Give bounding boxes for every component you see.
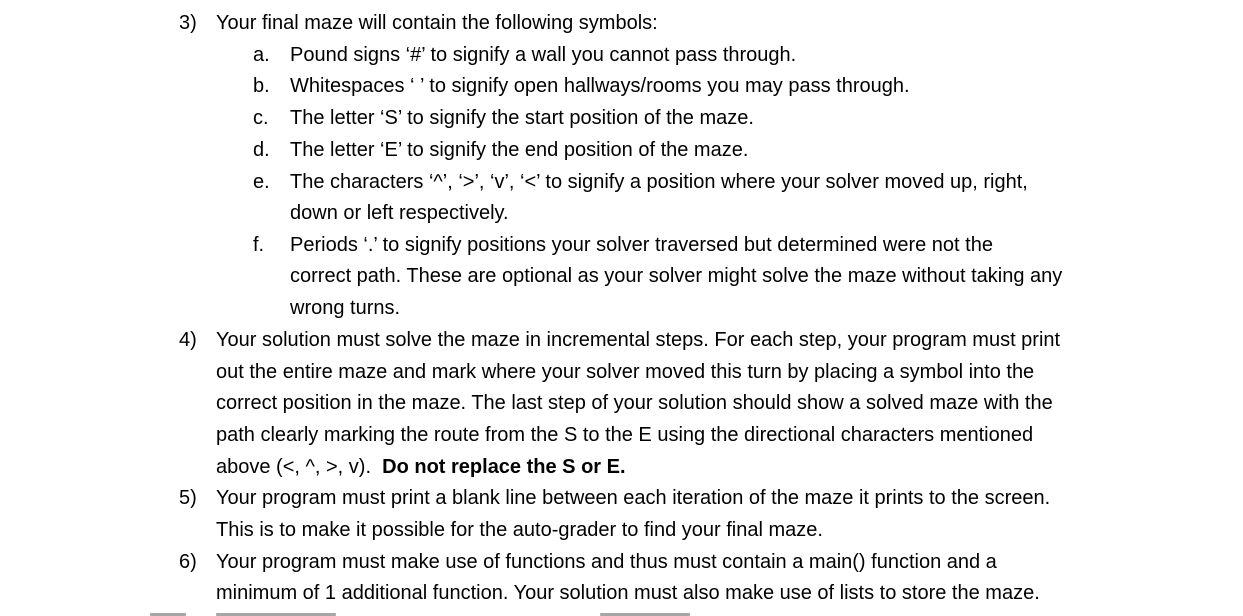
item-text-plain: above (<, ^, >, v). xyxy=(216,456,372,478)
sub-item-letter: f. xyxy=(253,234,265,256)
sub-item-text: The letter ‘E’ to signify the end position of the maze. xyxy=(290,139,749,161)
item-number: 4) xyxy=(179,329,197,351)
sub-item-text: The characters ‘^’, ‘>’, ‘v’, ‘<’ to signify a position where your solver moved up, right, xyxy=(290,171,1028,193)
sub-item-text: Periods ‘.’ to signify positions your solver traversed but determined were not the xyxy=(290,234,993,256)
sub-item-text: wrong turns. xyxy=(290,297,401,319)
sub-item-text: Pound signs ‘#’ to signify a wall you cannot pass through. xyxy=(290,44,797,66)
item-text-line: Your program must make use of functions and thus must contain a main() function and a xyxy=(216,551,997,573)
item-text-line xyxy=(216,455,626,479)
item-text-line: This is to make it possible for the auto-grader to find your final maze. xyxy=(216,519,823,541)
sub-item-text: The letter ‘S’ to signify the start position of the maze. xyxy=(290,107,754,129)
sub-item-letter: a. xyxy=(253,44,270,66)
sub-item-letter: e. xyxy=(253,171,270,193)
item-text-line: Your final maze will contain the following symbols: xyxy=(216,12,658,34)
item-text-line: out the entire maze and mark where your solver moved this turn by placing a symbol into the xyxy=(216,361,1035,383)
bold-note: Do not replace the S or E. xyxy=(382,456,626,478)
sub-item-text: down or left respectively. xyxy=(290,202,509,224)
item-text-line: path clearly marking the route from the S to the E using the directional characters mentioned xyxy=(216,424,1034,446)
sub-item-letter: d. xyxy=(253,139,270,161)
item-text-line: Your program must print a blank line between each iteration of the maze it prints to the screen. xyxy=(216,487,1051,509)
item-number: 3) xyxy=(179,12,197,34)
item-text-line: Your solution must solve the maze in incremental steps. For each step, your program must print xyxy=(216,329,1061,351)
item-text-line: correct position in the maze. The last step of your solution should show a solved maze with the xyxy=(216,392,1053,414)
sub-item-letter: b. xyxy=(253,75,270,97)
sub-item-text: Whitespaces ‘ ’ to signify open hallways/rooms you may pass through. xyxy=(290,75,910,97)
clipped-line-bottom xyxy=(0,608,1243,616)
sub-item-text: correct path. These are optional as your solver might solve the maze without taking any xyxy=(290,265,1063,287)
sub-item-letter: c. xyxy=(253,107,269,129)
item-text-line: minimum of 1 additional function. Your solution must also make use of lists to store the maze. xyxy=(216,582,1040,604)
item-number: 5) xyxy=(179,487,197,509)
clipped-line-top xyxy=(0,0,1243,4)
item-number: 6) xyxy=(179,551,197,573)
